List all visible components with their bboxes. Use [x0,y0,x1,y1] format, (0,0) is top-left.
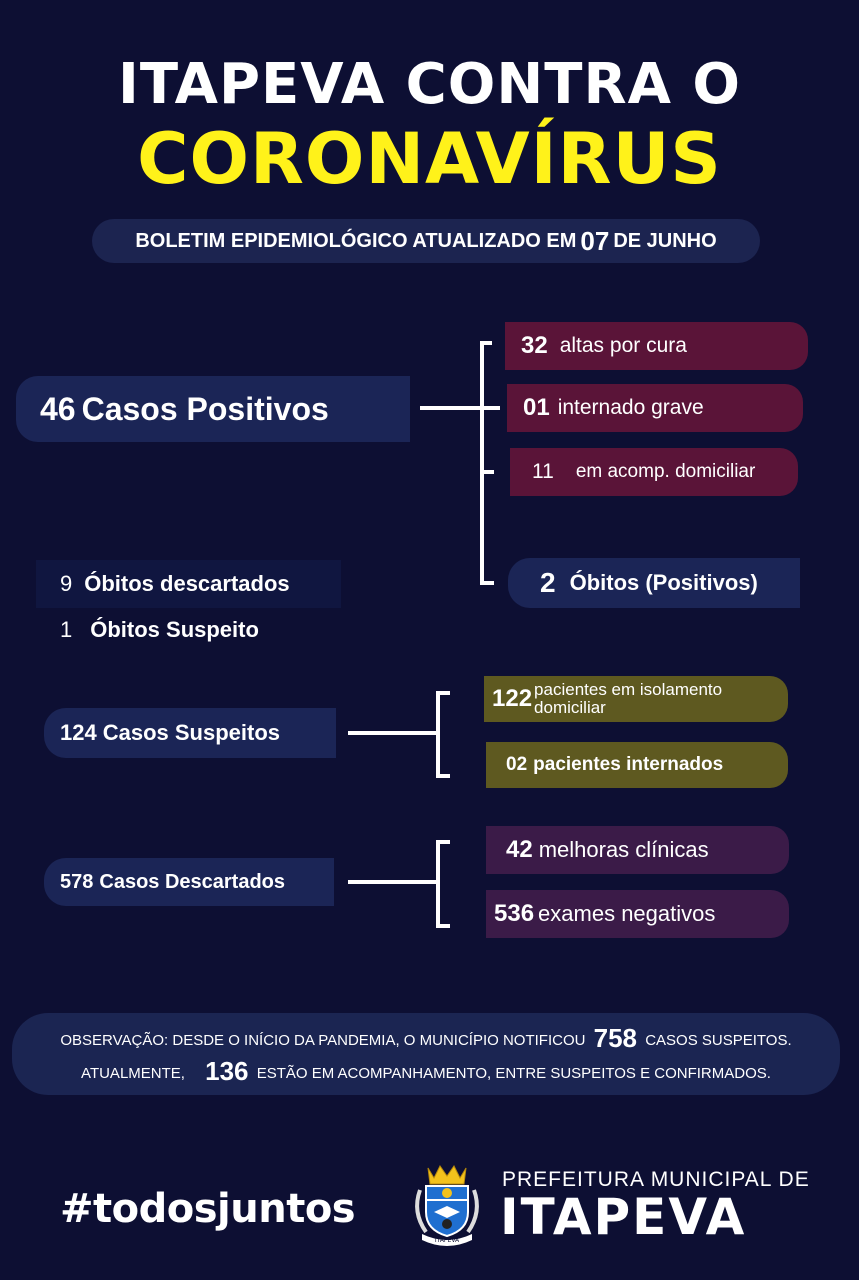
bulletin-prefix: BOLETIM EPIDEMIOLÓGICO ATUALIZADO EM [135,229,577,252]
title-line-2: CORONAVÍRUS [137,118,722,200]
discarded-cases-badge [44,858,334,906]
breakdown-label: em acomp. domiciliar [575,461,756,482]
deaths-positive-count: 2 [540,567,556,598]
observation-line2-prefix: ATUALMENTE, [81,1065,185,1082]
deaths-discarded-label: Óbitos descartados [84,571,290,596]
discarded-cases-count: 578 [60,870,94,893]
breakdown-item [510,448,798,496]
following-count: 136 [205,1056,249,1086]
connector-line [436,691,440,778]
suspect-cases-badge [44,708,336,758]
deaths-discarded-row [36,560,341,608]
breakdown-count: 122 [492,685,533,712]
deaths-suspect-count: 1 [60,617,73,642]
deaths-discarded-count: 9 [60,571,73,596]
crest-ribbon-text: ITAPEVA [434,1237,460,1244]
connector-line [436,840,450,844]
breakdown-count: 02 [506,754,528,775]
connector-line [420,406,484,410]
deaths-positive-label: Óbitos (Positivos) [569,570,758,595]
discarded-cases-label: Casos Descartados [99,870,286,893]
connector-line [436,774,450,778]
breakdown-count: 536 [494,900,535,927]
hashtag: #todosjuntos [60,1186,356,1232]
observation-line1-prefix: OBSERVAÇÃO: DESDE O INÍCIO DA PANDEMIA, O MUNICÍPIO NOTIFICOU [60,1032,586,1049]
breakdown-label: exames negativos [538,901,716,926]
observation-line1-suffix: CASOS SUSPEITOS. [645,1032,792,1049]
connector-line [480,341,484,585]
connector-line [484,406,500,410]
breakdown-label: altas por cura [559,334,687,357]
breakdown-item [486,742,788,788]
breakdown-count: 42 [506,836,533,863]
breakdown-label: pacientes internados [533,754,724,775]
connector-line [348,731,440,735]
breakdown-count: 01 [523,394,550,421]
bulletin-suffix: DE JUNHO [613,229,717,252]
breakdown-count: 11 [532,460,554,483]
breakdown-label: melhoras clínicas [538,837,709,862]
connector-line [484,470,494,474]
suspect-cases-label: Casos Suspeitos [102,720,280,745]
observation-box [12,1013,840,1095]
connector-line [436,691,450,695]
breakdown-item [486,826,789,874]
notified-count: 758 [593,1023,638,1053]
bulletin-day: 07 [580,225,610,256]
city-crest-icon [404,1160,490,1246]
connector-line [480,581,494,585]
breakdown-item [505,322,808,370]
breakdown-label: internado grave [557,396,704,419]
connector-line [348,880,440,884]
connector-line [480,341,492,345]
connector-line [436,924,450,928]
deaths-suspect-row [60,614,259,646]
breakdown-item [486,890,789,938]
suspect-cases-count: 124 [60,720,97,745]
positive-cases-badge [16,376,410,442]
positive-cases-label: Casos Positivos [81,390,329,427]
observation-line2-suffix: ESTÃO EM ACOMPANHAMENTO, ENTRE SUSPEITOS E CONFIRMADOS. [256,1065,771,1082]
positive-cases-count: 46 [40,390,76,427]
title-line-1: ITAPEVA CONTRA O [117,52,742,117]
deaths-suspect-label: Óbitos Suspeito [90,617,259,642]
prefeitura-label: PREFEITURA MUNICIPAL DE [502,1168,810,1191]
connector-line [436,840,440,928]
bulletin-banner [92,219,760,263]
breakdown-label: pacientes em isolamento domiciliar [534,680,723,717]
breakdown-item [507,384,803,432]
breakdown-count: 32 [521,332,548,359]
city-name: ITAPEVA [500,1188,747,1246]
deaths-positive-badge [508,558,800,608]
breakdown-item [484,676,788,722]
